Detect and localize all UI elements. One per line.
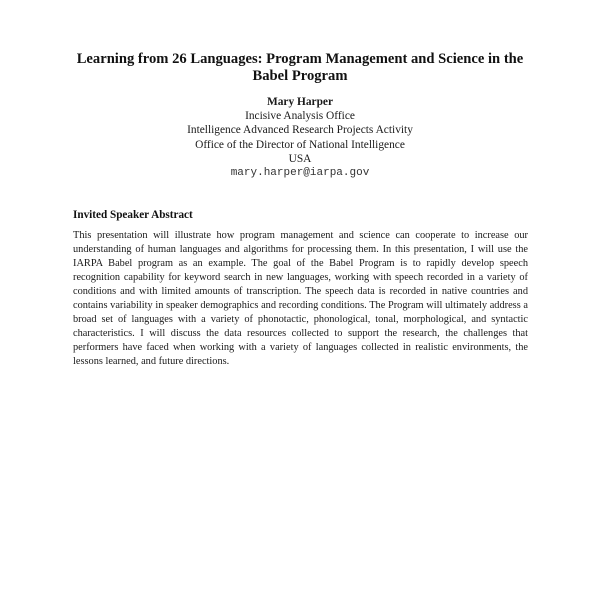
abstract-body: This presentation will illustrate how program management and science can cooperate to increase our understanding of human languages and algorithms for processing them. In this presentation, I will use the IARPA Babel program as an example. The goal of the Babel Program is to rapidly develop speech recognition capability for keyword search in new languages, working with speech recorded in a variety of conditions and with limited amounts of transcription. The speech data is recorded in native countries and contains variability in speaker demographics and recording conditions. The Program will ultimately address a broad set of languages with a variety of phonotactic, phonological, tonal, morphological, and syntactic characteristics. I will discuss the data resources collected to support the research, the challenges that performers have faced when working with a variety of languages collected in realistic environments, the lessons learned, and future directions.	[73, 230, 528, 368]
affiliation-directorate: Office of the Director of National Intelligence	[195, 138, 405, 151]
author-name: Mary Harper	[266, 96, 334, 108]
affiliation-country: USA	[288, 152, 312, 165]
affiliation-office: Incisive Analysis Office	[245, 110, 355, 123]
affiliation-agency: Intelligence Advanced Research Projects Activity	[187, 124, 413, 137]
author-email: mary.harper@iarpa.gov	[230, 167, 370, 180]
section-heading: Invited Speaker Abstract	[73, 209, 193, 221]
paper-title: Learning from 26 Languages: Program Management and Science in the Babel Program	[76, 51, 524, 84]
author-block	[100, 95, 500, 180]
